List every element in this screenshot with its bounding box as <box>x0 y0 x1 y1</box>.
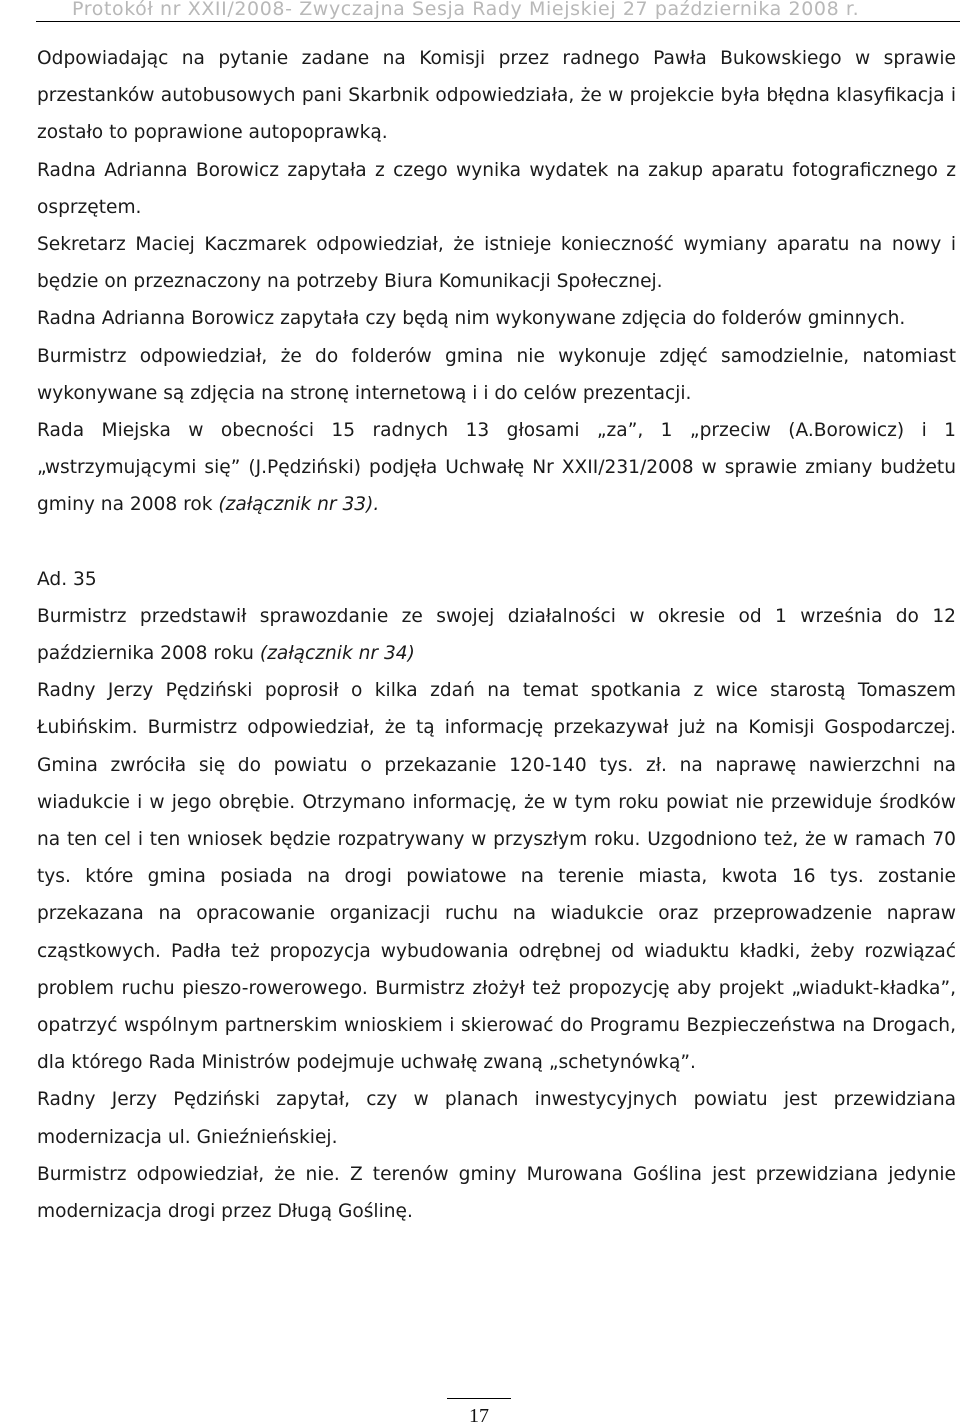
page-header <box>0 0 960 24</box>
paragraph-borowicz-question-folders <box>37 300 956 337</box>
paragraph-pedzinski-wiadukt <box>37 672 956 1081</box>
paragraph-text: Radna Adrianna Borowicz zapytała czy będą nim wykonywane zdjęcia do folderów gminnych. <box>37 308 906 330</box>
section-heading <box>37 561 956 598</box>
attachment-reference: (załącznik nr 33). <box>218 494 380 516</box>
paragraph-burmistrz-answer-folders <box>37 338 956 412</box>
paragraph-burmistrz-report <box>37 598 956 672</box>
paragraph-text: Rada Miejska w obecności 15 radnych 13 głosami „za”, 1 „przeciw (A.Borowicz) i 1 „wstrzymującymi się” (J.Pędziński) podjęła Uchwałę Nr XXII/231/2008 w sprawie zmiany budżetu gminy na 2008 rok <box>37 420 956 516</box>
paragraph-text: Burmistrz odpowiedział, że nie. Z terenów gminy Murowana Goślina jest przewidziana jedynie modernizacja drogi przez Długą Goślinę. <box>37 1163 956 1223</box>
paragraph-pedzinski-question-road <box>37 1081 956 1155</box>
document-body <box>37 40 956 1230</box>
header-rule <box>36 21 960 22</box>
paragraph-text: Burmistrz odpowiedział, że do folderów gmina nie wykonuje zdjęć samodzielnie, natomiast wykonywane są zdjęcia na stronę internetową i i do celów prezentacji. <box>37 345 956 404</box>
paragraph-borowicz-question-camera <box>37 152 956 226</box>
paragraph-skarbnik-answer <box>37 40 956 152</box>
paragraph-vote-resolution <box>37 412 956 524</box>
paragraph-sekretarz-answer <box>37 226 956 300</box>
paragraph-text: Burmistrz przedstawił sprawozdanie ze swojej działalności w okresie od 1 września do 12 października 2008 roku <box>37 605 956 665</box>
header-title: Protokół nr XXII/2008- Zwyczajna Sesja Rady Miejskiej 27 października 2008 r. <box>72 0 860 20</box>
paragraph-text: Sekretarz Maciej Kaczmarek odpowiedział, że istnieje konieczność wymiany aparatu na nowy i będzie on przeznaczony na potrzeby Biura Komunikacji Społecznej. <box>37 234 956 293</box>
paragraph-text: Radny Jerzy Pędziński zapytał, czy w planach inwestycyjnych powiatu jest przewidziana modernizacja ul. Gnieźnieńskiej. <box>37 1089 956 1148</box>
paragraph-burmistrz-answer-road <box>37 1156 956 1230</box>
paragraph-text: Odpowiadając na pytanie zadane na Komisji przez radnego Pawła Bukowskiego w sprawie przestanków autobusowych pani Skarbnik odpowiedziała, że w projekcie była błędna klasyfikacja i zostało to poprawione autopoprawką. <box>37 48 956 144</box>
paragraph-text: Radna Adrianna Borowicz zapytała z czego wynika wydatek na zakup aparatu fotograficznego z osprzętem. <box>37 159 956 218</box>
attachment-reference: (załącznik nr 34) <box>259 643 415 665</box>
section-spacer <box>37 524 956 561</box>
section-heading-text: Ad. 35 <box>37 568 97 590</box>
page-number: 17 <box>469 1405 489 1427</box>
footer-rule <box>447 1398 511 1399</box>
paragraph-text: Radny Jerzy Pędziński poprosił o kilka zdań na temat spotkania z wice starostą Tomaszem Łubińskim. Burmistrz odpowiedział, że tą informację przekazywał już na Komisji Gospodarczej. Gmina zwróciła się do powiatu o przekazanie 120-140 tys. zł. na naprawę nawierzchni na wiadukcie i w jego obrębie. Otrzymano informację, że w tym roku powiat nie przewiduje środków na ten cel i ten wniosek będzie rozpatrywany w przyszłym roku. Uzgodniono też, że w ramach 70 tys. które gmina posiada na drogi powiatowe na terenie miasta, kwota 16 tys. zostanie przekazana na opracowanie organizacji ruchu na wiadukcie oraz przeprowadzenie napraw cząstkowych. Padła też propozycja wybudowania odrębnej od wiaduktu kładki, żeby rozwiązać problem ruchu pieszo-rowerowego. Burmistrz złożył też propozycję aby projekt „wiadukt-kładka”, opatrzyć wspólnym partnerskim wnioskiem i skierować do Programu Bezpieczeństwa na Drogach, dla którego Rada Ministrów podejmuje uchwałę zwaną „schetynówką”. <box>37 680 956 1074</box>
